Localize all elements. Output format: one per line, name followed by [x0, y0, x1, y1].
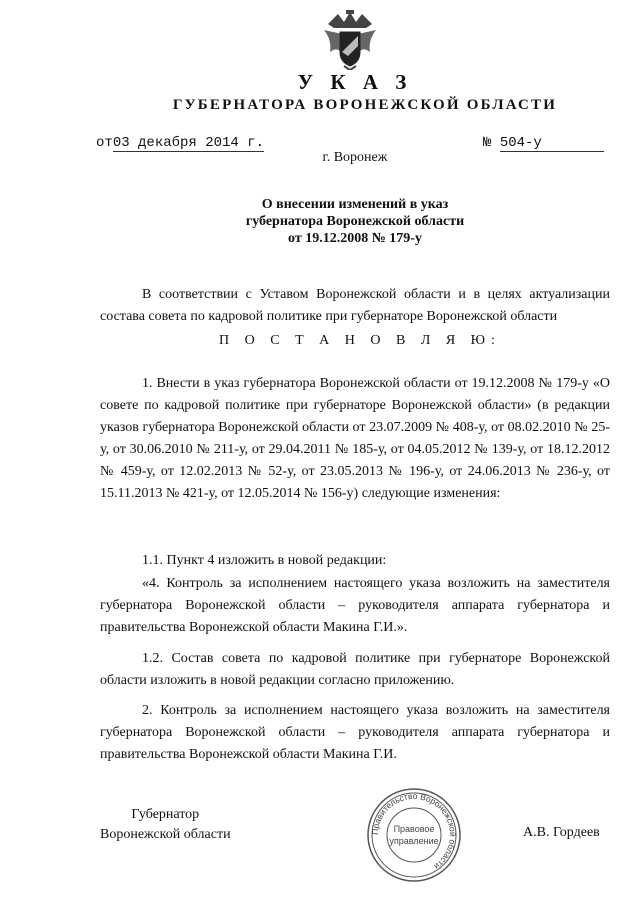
item-2-paragraph: 2. Контроль за исполнением настоящего указа возложить на заместителя губернатора Воронежской области – руководителя аппарата губернатора и правительства Воронежской области Макина Г.И. — [100, 703, 610, 762]
resolution-word: П О С Т А Н О В Л Я Ю: — [219, 333, 501, 348]
decree-subject — [0, 196, 640, 247]
issuer-title: ГУБЕРНАТОРА ВОРОНЕЖСКОЙ ОБЛАСТИ — [172, 97, 558, 113]
stamp-center-line: управление — [389, 836, 439, 846]
subject-line: от 19.12.2008 № 179-у — [288, 231, 422, 246]
item-1-paragraph: 1. Внести в указ губернатора Воронежской области от 19.12.2008 № 179-у «О совете по кадровой политике при губернаторе Воронежской области» (в редакции указов губернатора Воронежской области от 23.07.2009 № 408-у, от 08.02.2010 № 25-у, от 30.06.2010 № 211-у, от 29.04.2011 № 185-у, от 04.05.2012 № 139-у, от 18.12.2012 № 459-у, от 12.02.2013 № 52-у, от 23.05.2013 № 196-у, от 24.06.2013 № 236-у, от 15.11.2013 № 421-у, от 12.05.2014 № 156-у) следующие изменения: — [100, 376, 610, 501]
preamble-paragraph: В соответствии с Уставом Воронежской области и в целях актуализации состава совета по кадровой политике при губернаторе Воронежской области — [100, 287, 610, 324]
item-1-1-quote-paragraph: «4. Контроль за исполнением настоящего указа возложить на заместителя губернатора Воронежской области – руководителя аппарата губернатора и правительства Воронежской области Макина Г.И.». — [100, 576, 610, 635]
number-prefix: № — [483, 135, 492, 151]
signatory-name: А.В. Гордеев — [523, 825, 600, 840]
item-1-2-paragraph: 1.2. Состав совета по кадровой политике при губернаторе Воронежской области изложить в новой редакции согласно приложению. — [100, 651, 610, 688]
stamp-ring-text: Правительство Воронежской области — [369, 790, 459, 872]
city-line: г. Воронеж — [322, 150, 388, 165]
position-line: Губернатор — [131, 807, 200, 822]
date-value: 03 декабря 2014 г. — [112, 135, 265, 151]
document-type-title: У К А З — [297, 70, 413, 94]
official-seal-stamp — [366, 787, 462, 883]
coat-of-arms-icon — [322, 10, 378, 70]
item-1-1-paragraph: 1.1. Пункт 4 изложить в новой редакции: — [142, 553, 387, 568]
stamp-center-line: Правовое — [393, 824, 435, 834]
subject-line: губернатора Воронежской области — [245, 214, 465, 229]
date-prefix: от — [96, 135, 113, 151]
signatory-position — [100, 805, 231, 845]
position-line: Воронежской области — [100, 827, 231, 842]
number-value: 504-у — [500, 135, 604, 152]
subject-line: О внесении изменений в указ — [261, 197, 449, 212]
